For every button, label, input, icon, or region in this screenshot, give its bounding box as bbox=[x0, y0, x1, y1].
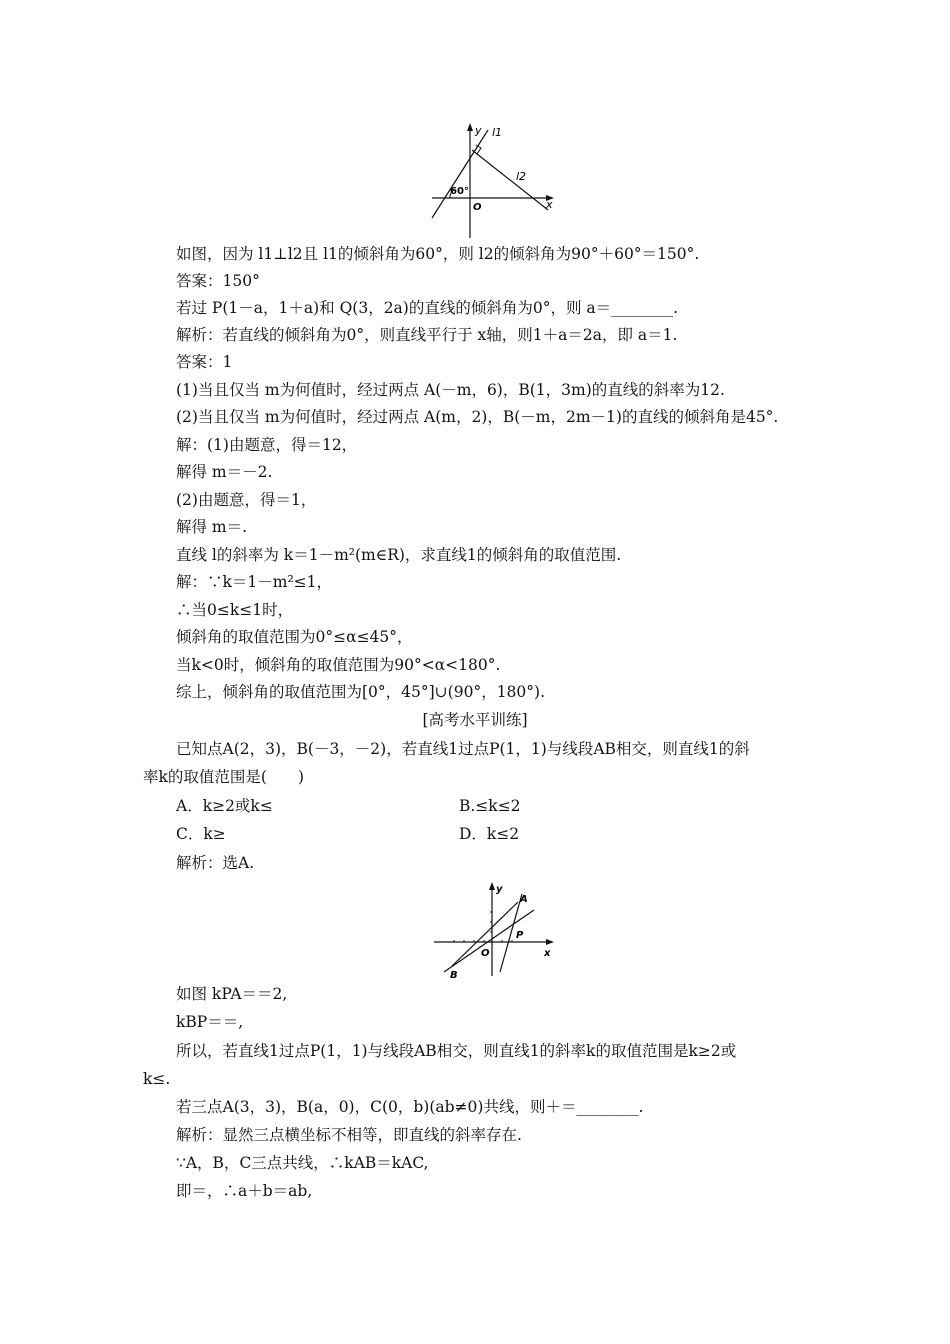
figure-segment-ab bbox=[430, 880, 560, 980]
l2-label: l2 bbox=[516, 170, 527, 183]
text-line: 解得 m＝－2. bbox=[176, 463, 273, 481]
answer-text: 解析：选A. bbox=[176, 854, 255, 872]
y-label: y bbox=[496, 884, 503, 895]
question-text: 已知点A(2，3)，B(－3，－2)，若直线1过点P(1，1)与线段AB相交，则直线1的斜 bbox=[176, 740, 750, 758]
text-line: k≤. bbox=[143, 1070, 171, 1088]
text-line: 解得 m＝. bbox=[176, 518, 248, 536]
figure-perpendicular-lines bbox=[420, 118, 560, 243]
question-text: 率k的取值范围是( ) bbox=[143, 768, 304, 786]
text-line: 解：(1)由题意，得＝12， bbox=[176, 436, 358, 454]
text-line: 综上，倾斜角的取值范围为[0°，45°]∪(90°，180°). bbox=[176, 683, 545, 701]
text-line: 若过 P(1－a，1＋a)和 Q(3，2a)的直线的倾斜角为0°，则 a＝________. bbox=[176, 299, 679, 317]
y-label: y bbox=[475, 124, 482, 137]
text-line: (1)当且仅当 m为何值时，经过两点 A(－m，6)，B(1，3m)的直线的斜率为12. bbox=[176, 381, 725, 399]
text-line: 当k<0时，倾斜角的取值范围为90°<α<180°. bbox=[176, 656, 501, 674]
y-arrow-icon bbox=[489, 882, 495, 890]
right-angle-mark bbox=[476, 145, 481, 154]
text-line: 解析：若直线的倾斜角为0°，则直线平行于 x轴，则1＋a＝2a，即 a＝1. bbox=[176, 326, 678, 344]
text-line: kBP＝＝, bbox=[176, 1013, 244, 1031]
point-b-label: B bbox=[450, 970, 458, 980]
text-line: 如图 kPA＝＝2, bbox=[176, 985, 288, 1003]
option-b: B.≤k≤2 bbox=[459, 797, 521, 815]
option-d: D．k≤2 bbox=[459, 825, 520, 843]
x-label: x bbox=[546, 198, 553, 211]
section-title: [高考水平训练] bbox=[422, 711, 528, 729]
text-line: 即＝，∴a＋b＝ab, bbox=[176, 1182, 313, 1200]
text-line: 倾斜角的取值范围为0°≤α≤45°， bbox=[176, 628, 413, 646]
option-c: C．k≥ bbox=[176, 825, 226, 843]
text-line: 答案：1 bbox=[176, 353, 233, 371]
text-line: ∴当0≤k≤1时， bbox=[176, 601, 294, 619]
text-line: 答案：150° bbox=[176, 272, 260, 290]
text-line: (2)由题意，得＝1， bbox=[176, 491, 317, 509]
text-line: 如图，因为 l1⊥l2且 l1的倾斜角为60°，则 l2的倾斜角为90°＋60°＝150°. bbox=[176, 245, 700, 263]
origin-label: O bbox=[473, 202, 482, 213]
text-line: 解析：显然三点横坐标不相等，即直线的斜率存在. bbox=[176, 1126, 522, 1144]
text-line: ∵A，B，C三点共线，∴kAB＝kAC, bbox=[176, 1154, 429, 1172]
line-l2 bbox=[472, 150, 548, 210]
text-line: (2)当且仅当 m为何值时，经过两点 A(m，2)，B(－m，2m－1)的直线的倾斜角是45°. bbox=[176, 408, 779, 426]
point-a-label: A bbox=[520, 894, 528, 905]
text-line: 解：∵k＝1－m²≤1， bbox=[176, 573, 333, 591]
y-arrow-icon bbox=[467, 123, 473, 131]
text-line: 若三点A(3，3)，B(a，0)，C(0，b)(ab≠0)共线，则＋＝________. bbox=[176, 1098, 644, 1116]
option-a: A．k≥2或k≤ bbox=[176, 797, 273, 815]
l1-label: l1 bbox=[492, 126, 503, 139]
origin-label: O bbox=[481, 948, 490, 959]
point-p-label: P bbox=[516, 930, 524, 941]
x-label: x bbox=[544, 948, 551, 959]
x-arrow-icon bbox=[546, 939, 554, 945]
text-line: 直线 l的斜率为 k＝1－m²(m∈R)，求直线1的倾斜角的取值范围. bbox=[176, 546, 622, 564]
angle-label: 60° bbox=[450, 186, 469, 197]
line-bp bbox=[444, 910, 534, 972]
text-line: 所以，若直线1过点P(1，1)与线段AB相交，则直线1的斜率k的取值范围是k≥2或 bbox=[176, 1042, 737, 1060]
